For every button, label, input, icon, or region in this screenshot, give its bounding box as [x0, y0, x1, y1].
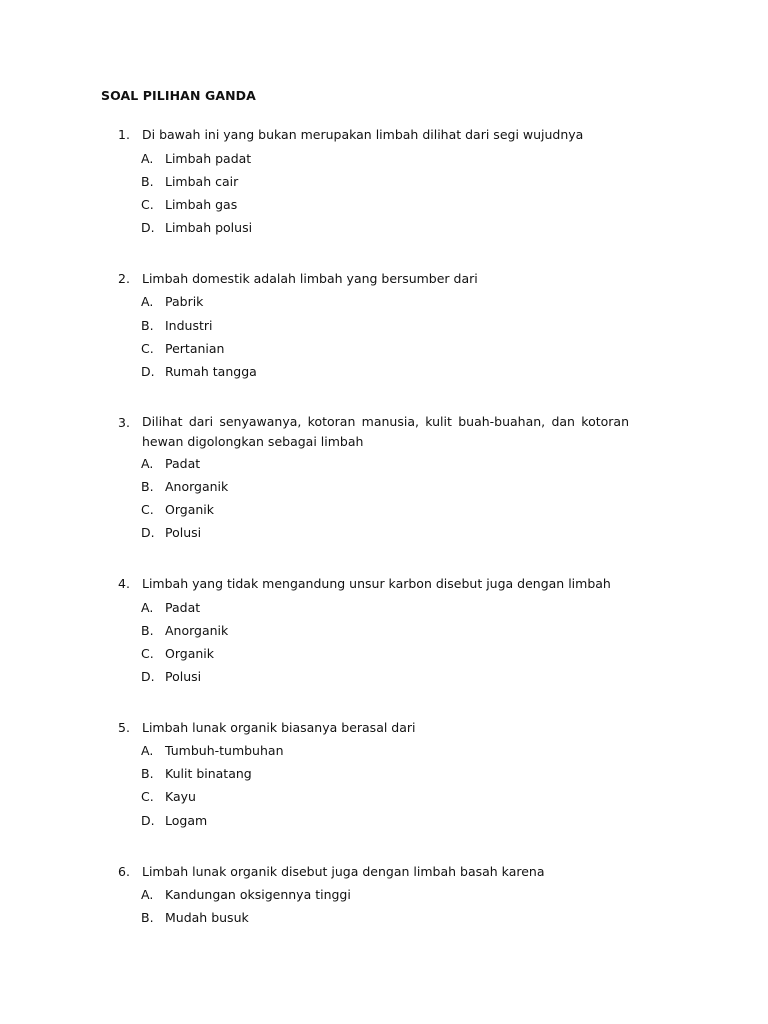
- option-3c: [0, 502, 768, 522]
- option-3d: [0, 525, 768, 545]
- option-letter: A.: [141, 743, 154, 758]
- option-text: Polusi: [165, 669, 202, 684]
- option-text: Mudah busuk: [165, 910, 249, 925]
- option-1b: [0, 174, 768, 194]
- option-text: Kayu: [165, 789, 196, 804]
- option-4b: [0, 623, 768, 643]
- option-letter: C.: [141, 646, 154, 661]
- question-text: Limbah domestik adalah limbah yang bersumber dari: [142, 271, 478, 286]
- option-letter: C.: [141, 789, 154, 804]
- option-text: Rumah tangga: [165, 364, 257, 379]
- option-2b: [0, 318, 768, 338]
- option-letter: A.: [141, 151, 154, 166]
- option-text: Industri: [165, 318, 213, 333]
- option-letter: D.: [141, 364, 155, 379]
- option-2c: [0, 341, 768, 361]
- option-letter: C.: [141, 197, 154, 212]
- option-letter: B.: [141, 623, 154, 638]
- option-4a: [0, 600, 768, 620]
- option-text: Kandungan oksigennya tinggi: [165, 887, 351, 902]
- option-2d: [0, 364, 768, 384]
- question-number: 3.: [118, 415, 130, 430]
- option-1c: [0, 197, 768, 217]
- option-4d: [0, 669, 768, 689]
- question-text: Di bawah ini yang bukan merupakan limbah dilihat dari segi wujudnya: [142, 127, 584, 142]
- option-text: Pabrik: [165, 294, 204, 309]
- option-letter: B.: [141, 910, 154, 925]
- option-text: Limbah gas: [165, 197, 238, 212]
- option-letter: A.: [141, 600, 154, 615]
- question-text: Limbah lunak organik biasanya berasal dari: [142, 720, 416, 735]
- option-3b: [0, 479, 768, 499]
- option-text: Tumbuh-tumbuhan: [165, 743, 284, 758]
- question-number: 2.: [118, 271, 130, 286]
- question-text: Limbah lunak organik disebut juga dengan limbah basah karena: [142, 864, 545, 879]
- option-letter: C.: [141, 502, 154, 517]
- option-text: Limbah cair: [165, 174, 239, 189]
- option-letter: A.: [141, 887, 154, 902]
- option-text: Logam: [165, 813, 208, 828]
- question-number: 1.: [118, 127, 130, 142]
- option-letter: D.: [141, 525, 155, 540]
- option-letter: B.: [141, 479, 154, 494]
- option-2a: [0, 294, 768, 314]
- option-5b: [0, 766, 768, 786]
- option-text: Limbah polusi: [165, 220, 253, 235]
- option-text: Organik: [165, 646, 214, 661]
- question-text: Dilihat dari senyawanya, kotoran manusia, kulit buah-buahan, dan kotoran hewan digolongkan sebagai limbah: [142, 414, 629, 449]
- question-number: 4.: [118, 576, 130, 591]
- option-letter: B.: [141, 318, 154, 333]
- option-text: Pertanian: [165, 341, 225, 356]
- option-text: Polusi: [165, 525, 202, 540]
- option-1d: [0, 220, 768, 240]
- option-letter: A.: [141, 456, 154, 471]
- option-4c: [0, 646, 768, 666]
- option-5a: [0, 743, 768, 763]
- option-text: Organik: [165, 502, 214, 517]
- option-6b: [0, 910, 768, 930]
- option-letter: B.: [141, 766, 154, 781]
- option-letter: D.: [141, 813, 155, 828]
- option-6a: [0, 887, 768, 907]
- option-letter: D.: [141, 220, 155, 235]
- document-title: SOAL PILIHAN GANDA: [101, 88, 256, 103]
- option-1a: [0, 151, 768, 171]
- option-letter: B.: [141, 174, 154, 189]
- option-text: Anorganik: [165, 623, 229, 638]
- option-3a: [0, 456, 768, 476]
- question-number: 5.: [118, 720, 130, 735]
- question-text: Limbah yang tidak mengandung unsur karbon disebut juga dengan limbah: [142, 576, 611, 591]
- option-letter: D.: [141, 669, 155, 684]
- option-letter: C.: [141, 341, 154, 356]
- question-number: 6.: [118, 864, 130, 879]
- option-5d: [0, 813, 768, 833]
- option-text: Limbah padat: [165, 151, 252, 166]
- option-5c: [0, 789, 768, 809]
- option-text: Padat: [165, 456, 201, 471]
- option-text: Kulit binatang: [165, 766, 252, 781]
- option-text: Anorganik: [165, 479, 229, 494]
- option-text: Padat: [165, 600, 201, 615]
- option-letter: A.: [141, 294, 154, 309]
